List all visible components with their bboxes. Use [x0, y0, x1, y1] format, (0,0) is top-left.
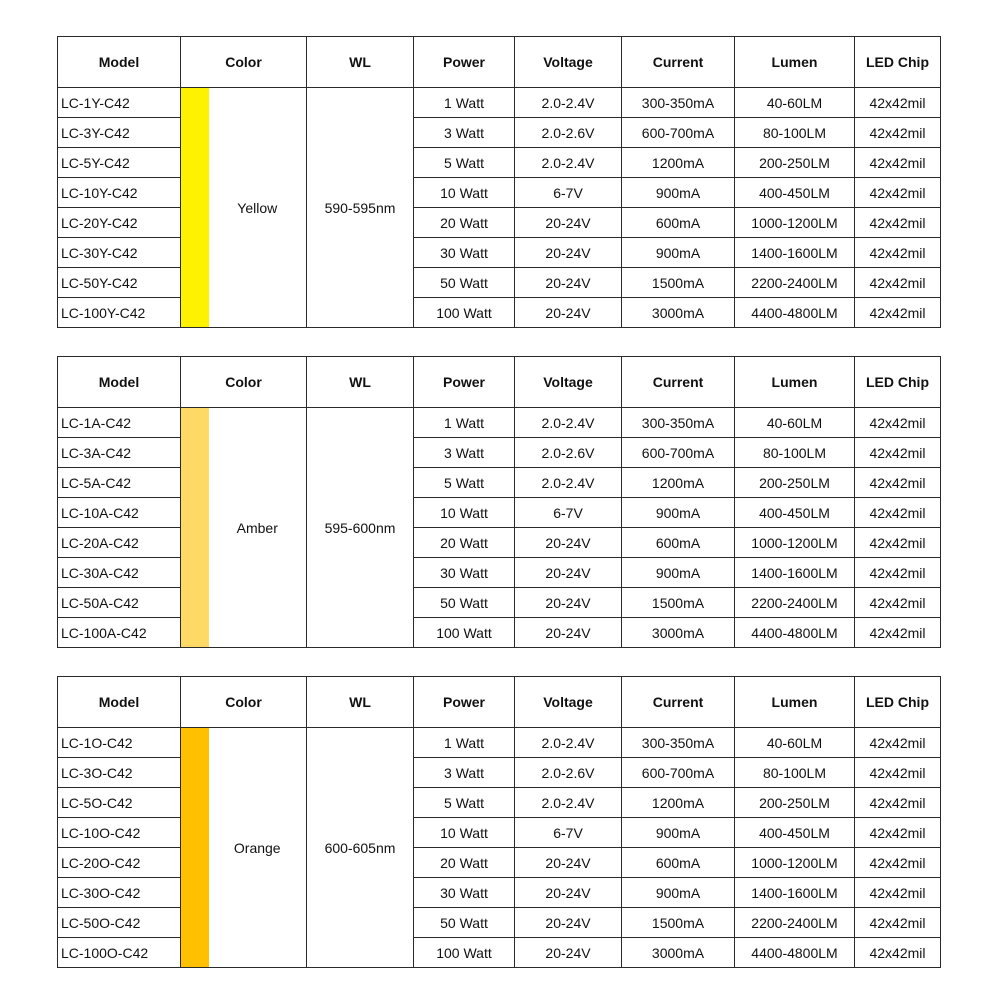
- power-cell: 20 Watt: [414, 528, 515, 558]
- current-cell: 300-350mA: [622, 408, 735, 438]
- lumen-cell: 1000-1200LM: [735, 848, 855, 878]
- header-row: [58, 677, 941, 728]
- power-cell: 10 Watt: [414, 178, 515, 208]
- model-cell: LC-100O-C42: [58, 938, 181, 968]
- power-cell: 50 Watt: [414, 268, 515, 298]
- lumen-cell: 400-450LM: [735, 498, 855, 528]
- lumen-cell: 200-250LM: [735, 148, 855, 178]
- voltage-cell: 6-7V: [515, 178, 622, 208]
- chip-cell: 42x42mil: [855, 908, 941, 938]
- voltage-cell: 20-24V: [515, 848, 622, 878]
- current-cell: 600mA: [622, 208, 735, 238]
- table-row: [58, 728, 941, 758]
- power-cell: 5 Watt: [414, 788, 515, 818]
- header-current: Current: [622, 357, 735, 408]
- power-cell: 1 Watt: [414, 88, 515, 118]
- power-cell: 5 Watt: [414, 148, 515, 178]
- color-swatch: [181, 408, 209, 648]
- model-cell: LC-100A-C42: [58, 618, 181, 648]
- model-cell: LC-5O-C42: [58, 788, 181, 818]
- power-cell: 100 Watt: [414, 618, 515, 648]
- current-cell: 900mA: [622, 818, 735, 848]
- lumen-cell: 400-450LM: [735, 818, 855, 848]
- current-cell: 300-350mA: [622, 728, 735, 758]
- chip-cell: 42x42mil: [855, 118, 941, 148]
- header-led-chip: LED Chip: [855, 677, 941, 728]
- header-model: Model: [58, 37, 181, 88]
- color-name: Orange: [209, 728, 307, 968]
- voltage-cell: 20-24V: [515, 588, 622, 618]
- lumen-cell: 2200-2400LM: [735, 908, 855, 938]
- spec-table-yellow: [57, 36, 941, 328]
- lumen-cell: 1000-1200LM: [735, 528, 855, 558]
- header-current: Current: [622, 677, 735, 728]
- power-cell: 1 Watt: [414, 728, 515, 758]
- current-cell: 600-700mA: [622, 118, 735, 148]
- header-model: Model: [58, 677, 181, 728]
- chip-cell: 42x42mil: [855, 588, 941, 618]
- chip-cell: 42x42mil: [855, 938, 941, 968]
- model-cell: LC-3O-C42: [58, 758, 181, 788]
- power-cell: 20 Watt: [414, 848, 515, 878]
- voltage-cell: 2.0-2.4V: [515, 728, 622, 758]
- voltage-cell: 20-24V: [515, 208, 622, 238]
- lumen-cell: 1400-1600LM: [735, 558, 855, 588]
- model-cell: LC-100Y-C42: [58, 298, 181, 328]
- power-cell: 20 Watt: [414, 208, 515, 238]
- lumen-cell: 40-60LM: [735, 408, 855, 438]
- power-cell: 10 Watt: [414, 818, 515, 848]
- model-cell: LC-30A-C42: [58, 558, 181, 588]
- lumen-cell: 200-250LM: [735, 788, 855, 818]
- header-lumen: Lumen: [735, 357, 855, 408]
- chip-cell: 42x42mil: [855, 438, 941, 468]
- header-power: Power: [414, 357, 515, 408]
- chip-cell: 42x42mil: [855, 848, 941, 878]
- voltage-cell: 6-7V: [515, 498, 622, 528]
- color-swatch: [181, 88, 209, 328]
- lumen-cell: 1400-1600LM: [735, 238, 855, 268]
- voltage-cell: 20-24V: [515, 878, 622, 908]
- voltage-cell: 2.0-2.6V: [515, 118, 622, 148]
- model-cell: LC-10A-C42: [58, 498, 181, 528]
- current-cell: 900mA: [622, 558, 735, 588]
- power-cell: 3 Watt: [414, 758, 515, 788]
- power-cell: 30 Watt: [414, 878, 515, 908]
- voltage-cell: 20-24V: [515, 558, 622, 588]
- power-cell: 100 Watt: [414, 938, 515, 968]
- model-cell: LC-30Y-C42: [58, 238, 181, 268]
- current-cell: 900mA: [622, 878, 735, 908]
- header-power: Power: [414, 677, 515, 728]
- lumen-cell: 2200-2400LM: [735, 588, 855, 618]
- lumen-cell: 80-100LM: [735, 118, 855, 148]
- model-cell: LC-50O-C42: [58, 908, 181, 938]
- model-cell: LC-1A-C42: [58, 408, 181, 438]
- power-cell: 1 Watt: [414, 408, 515, 438]
- header-voltage: Voltage: [515, 357, 622, 408]
- lumen-cell: 80-100LM: [735, 758, 855, 788]
- voltage-cell: 20-24V: [515, 528, 622, 558]
- color-swatch: [181, 728, 209, 968]
- voltage-cell: 20-24V: [515, 908, 622, 938]
- header-wl: WL: [307, 357, 414, 408]
- power-cell: 50 Watt: [414, 908, 515, 938]
- model-cell: LC-3A-C42: [58, 438, 181, 468]
- header-lumen: Lumen: [735, 677, 855, 728]
- power-cell: 100 Watt: [414, 298, 515, 328]
- voltage-cell: 6-7V: [515, 818, 622, 848]
- chip-cell: 42x42mil: [855, 178, 941, 208]
- chip-cell: 42x42mil: [855, 758, 941, 788]
- header-wl: WL: [307, 37, 414, 88]
- header-model: Model: [58, 357, 181, 408]
- current-cell: 600mA: [622, 848, 735, 878]
- voltage-cell: 2.0-2.4V: [515, 408, 622, 438]
- current-cell: 3000mA: [622, 298, 735, 328]
- model-cell: LC-20A-C42: [58, 528, 181, 558]
- model-cell: LC-20Y-C42: [58, 208, 181, 238]
- current-cell: 900mA: [622, 238, 735, 268]
- lumen-cell: 200-250LM: [735, 468, 855, 498]
- model-cell: LC-20O-C42: [58, 848, 181, 878]
- lumen-cell: 40-60LM: [735, 728, 855, 758]
- power-cell: 10 Watt: [414, 498, 515, 528]
- header-row: [58, 357, 941, 408]
- lumen-cell: 1000-1200LM: [735, 208, 855, 238]
- header-voltage: Voltage: [515, 37, 622, 88]
- model-cell: LC-10O-C42: [58, 818, 181, 848]
- lumen-cell: 4400-4800LM: [735, 938, 855, 968]
- current-cell: 1200mA: [622, 468, 735, 498]
- power-cell: 50 Watt: [414, 588, 515, 618]
- power-cell: 3 Watt: [414, 118, 515, 148]
- current-cell: 1500mA: [622, 908, 735, 938]
- table-row: [58, 408, 941, 438]
- spec-table-amber: [57, 356, 941, 648]
- current-cell: 600mA: [622, 528, 735, 558]
- wavelength-cell: 600-605nm: [307, 728, 414, 968]
- header-power: Power: [414, 37, 515, 88]
- voltage-cell: 2.0-2.4V: [515, 468, 622, 498]
- header-led-chip: LED Chip: [855, 37, 941, 88]
- voltage-cell: 20-24V: [515, 268, 622, 298]
- current-cell: 1500mA: [622, 268, 735, 298]
- voltage-cell: 20-24V: [515, 618, 622, 648]
- chip-cell: 42x42mil: [855, 208, 941, 238]
- current-cell: 300-350mA: [622, 88, 735, 118]
- model-cell: LC-30O-C42: [58, 878, 181, 908]
- current-cell: 1200mA: [622, 788, 735, 818]
- chip-cell: 42x42mil: [855, 818, 941, 848]
- header-color: Color: [181, 37, 307, 88]
- model-cell: LC-10Y-C42: [58, 178, 181, 208]
- lumen-cell: 400-450LM: [735, 178, 855, 208]
- chip-cell: 42x42mil: [855, 148, 941, 178]
- lumen-cell: 4400-4800LM: [735, 298, 855, 328]
- chip-cell: 42x42mil: [855, 298, 941, 328]
- lumen-cell: 4400-4800LM: [735, 618, 855, 648]
- spec-table-orange: [57, 676, 941, 968]
- voltage-cell: 20-24V: [515, 938, 622, 968]
- voltage-cell: 2.0-2.6V: [515, 438, 622, 468]
- model-cell: LC-3Y-C42: [58, 118, 181, 148]
- header-row: [58, 37, 941, 88]
- chip-cell: 42x42mil: [855, 468, 941, 498]
- chip-cell: 42x42mil: [855, 728, 941, 758]
- header-current: Current: [622, 37, 735, 88]
- current-cell: 3000mA: [622, 938, 735, 968]
- chip-cell: 42x42mil: [855, 558, 941, 588]
- voltage-cell: 2.0-2.4V: [515, 148, 622, 178]
- current-cell: 1500mA: [622, 588, 735, 618]
- model-cell: LC-1Y-C42: [58, 88, 181, 118]
- chip-cell: 42x42mil: [855, 498, 941, 528]
- voltage-cell: 20-24V: [515, 238, 622, 268]
- model-cell: LC-50Y-C42: [58, 268, 181, 298]
- current-cell: 900mA: [622, 178, 735, 208]
- table-row: [58, 88, 941, 118]
- power-cell: 30 Watt: [414, 558, 515, 588]
- voltage-cell: 2.0-2.4V: [515, 788, 622, 818]
- current-cell: 600-700mA: [622, 438, 735, 468]
- current-cell: 600-700mA: [622, 758, 735, 788]
- header-led-chip: LED Chip: [855, 357, 941, 408]
- voltage-cell: 2.0-2.4V: [515, 88, 622, 118]
- voltage-cell: 20-24V: [515, 298, 622, 328]
- color-name: Amber: [209, 408, 307, 648]
- chip-cell: 42x42mil: [855, 238, 941, 268]
- header-wl: WL: [307, 677, 414, 728]
- current-cell: 3000mA: [622, 618, 735, 648]
- chip-cell: 42x42mil: [855, 268, 941, 298]
- chip-cell: 42x42mil: [855, 528, 941, 558]
- lumen-cell: 2200-2400LM: [735, 268, 855, 298]
- lumen-cell: 40-60LM: [735, 88, 855, 118]
- model-cell: LC-50A-C42: [58, 588, 181, 618]
- color-name: Yellow: [209, 88, 307, 328]
- chip-cell: 42x42mil: [855, 788, 941, 818]
- header-color: Color: [181, 677, 307, 728]
- model-cell: LC-5A-C42: [58, 468, 181, 498]
- chip-cell: 42x42mil: [855, 88, 941, 118]
- chip-cell: 42x42mil: [855, 408, 941, 438]
- wavelength-cell: 595-600nm: [307, 408, 414, 648]
- model-cell: LC-5Y-C42: [58, 148, 181, 178]
- wavelength-cell: 590-595nm: [307, 88, 414, 328]
- lumen-cell: 1400-1600LM: [735, 878, 855, 908]
- header-voltage: Voltage: [515, 677, 622, 728]
- lumen-cell: 80-100LM: [735, 438, 855, 468]
- voltage-cell: 2.0-2.6V: [515, 758, 622, 788]
- current-cell: 1200mA: [622, 148, 735, 178]
- current-cell: 900mA: [622, 498, 735, 528]
- model-cell: LC-1O-C42: [58, 728, 181, 758]
- chip-cell: 42x42mil: [855, 618, 941, 648]
- header-lumen: Lumen: [735, 37, 855, 88]
- chip-cell: 42x42mil: [855, 878, 941, 908]
- power-cell: 3 Watt: [414, 438, 515, 468]
- header-color: Color: [181, 357, 307, 408]
- power-cell: 30 Watt: [414, 238, 515, 268]
- power-cell: 5 Watt: [414, 468, 515, 498]
